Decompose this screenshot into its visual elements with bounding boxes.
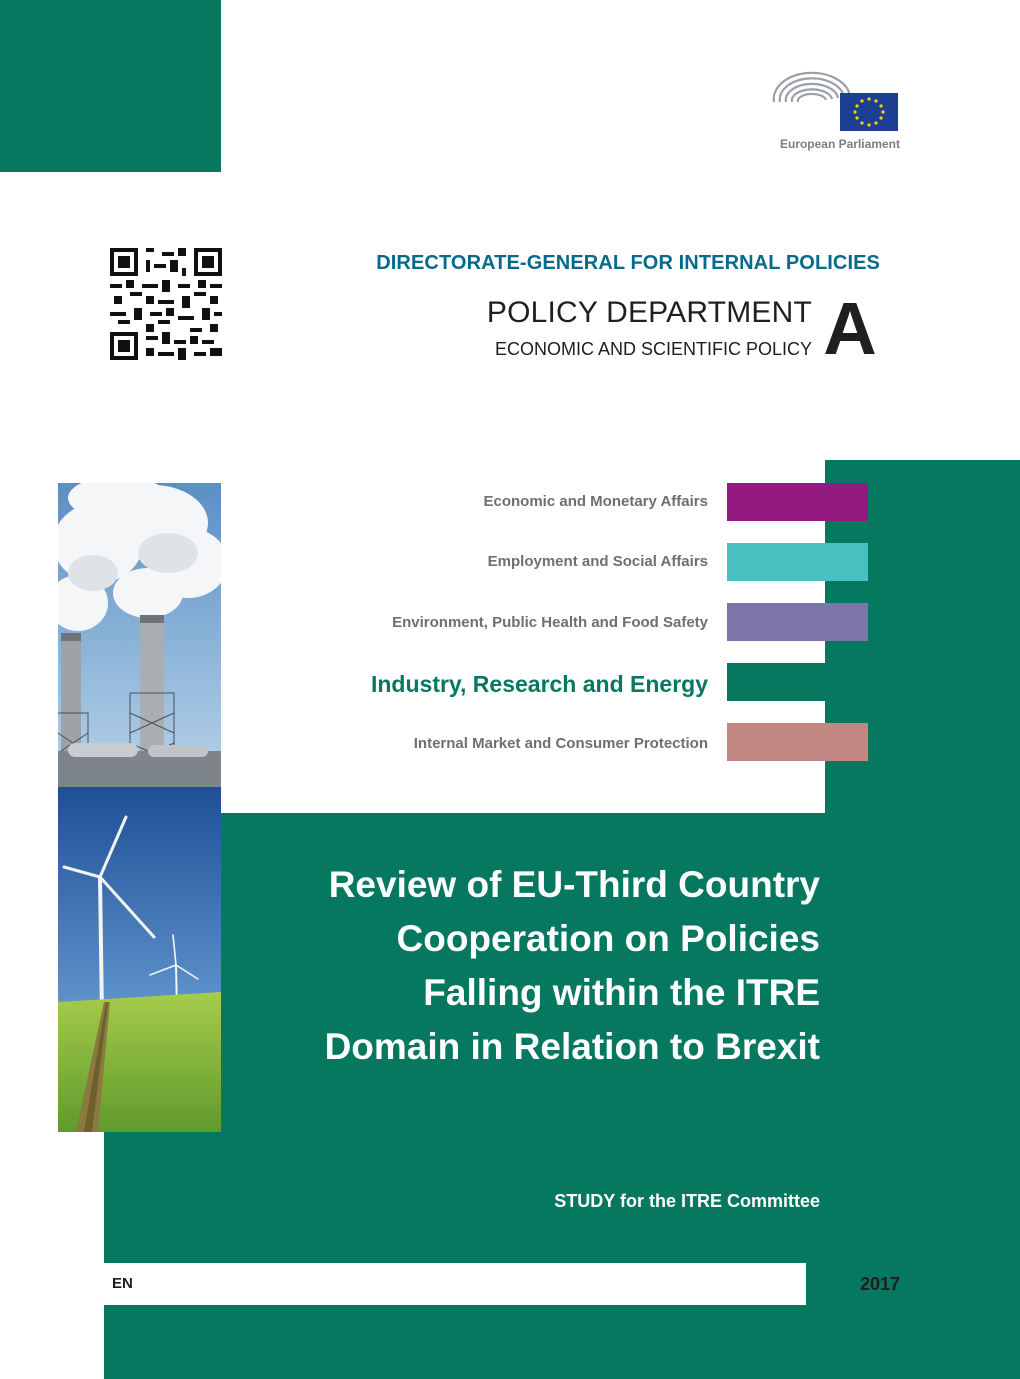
study-title-line: Falling within the ITRE — [423, 972, 820, 1013]
footer-white-strip — [104, 1263, 806, 1305]
policy-area-color-bar — [727, 663, 868, 701]
policy-area-internal-market: Internal Market and Consumer Protection — [413, 735, 708, 752]
qr-code-icon — [110, 248, 222, 360]
study-title-line: Domain in Relation to Brexit — [324, 1026, 820, 1067]
department-letter: A — [823, 287, 877, 370]
policy-area-color-bar — [727, 543, 868, 581]
department-title: POLICY DEPARTMENT — [486, 296, 812, 329]
study-for-committee: STUDY for the ITRE Committee — [554, 1191, 820, 1211]
policy-area-color-bar — [727, 483, 868, 521]
study-title — [240, 858, 820, 1074]
chimneys-photo — [58, 483, 221, 787]
policy-area-employment-social: Employment and Social Affairs — [487, 553, 708, 570]
directorate-title: DIRECTORATE-GENERAL FOR INTERNAL POLICIES — [376, 252, 880, 274]
study-title-line: Review of EU-Third Country — [328, 864, 820, 905]
policy-area-industry-research-energy: Industry, Research and Energy — [370, 671, 708, 697]
top-green-block — [0, 0, 221, 172]
language-code: EN — [112, 1275, 133, 1292]
institution-name: European Parliament — [779, 137, 900, 151]
left-green-panel — [104, 1132, 221, 1379]
wind-turbines-photo — [58, 787, 221, 1132]
study-title-line: Cooperation on Policies — [396, 918, 820, 959]
department-subtitle: ECONOMIC AND SCIENTIFIC POLICY — [494, 339, 812, 359]
policy-area-color-bar — [727, 723, 868, 761]
policy-area-environment-health: Environment, Public Health and Food Safety — [392, 614, 708, 631]
publication-year: 2017 — [859, 1274, 900, 1294]
policy-area-economic-monetary: Economic and Monetary Affairs — [483, 493, 708, 510]
policy-area-color-bar — [727, 603, 868, 641]
